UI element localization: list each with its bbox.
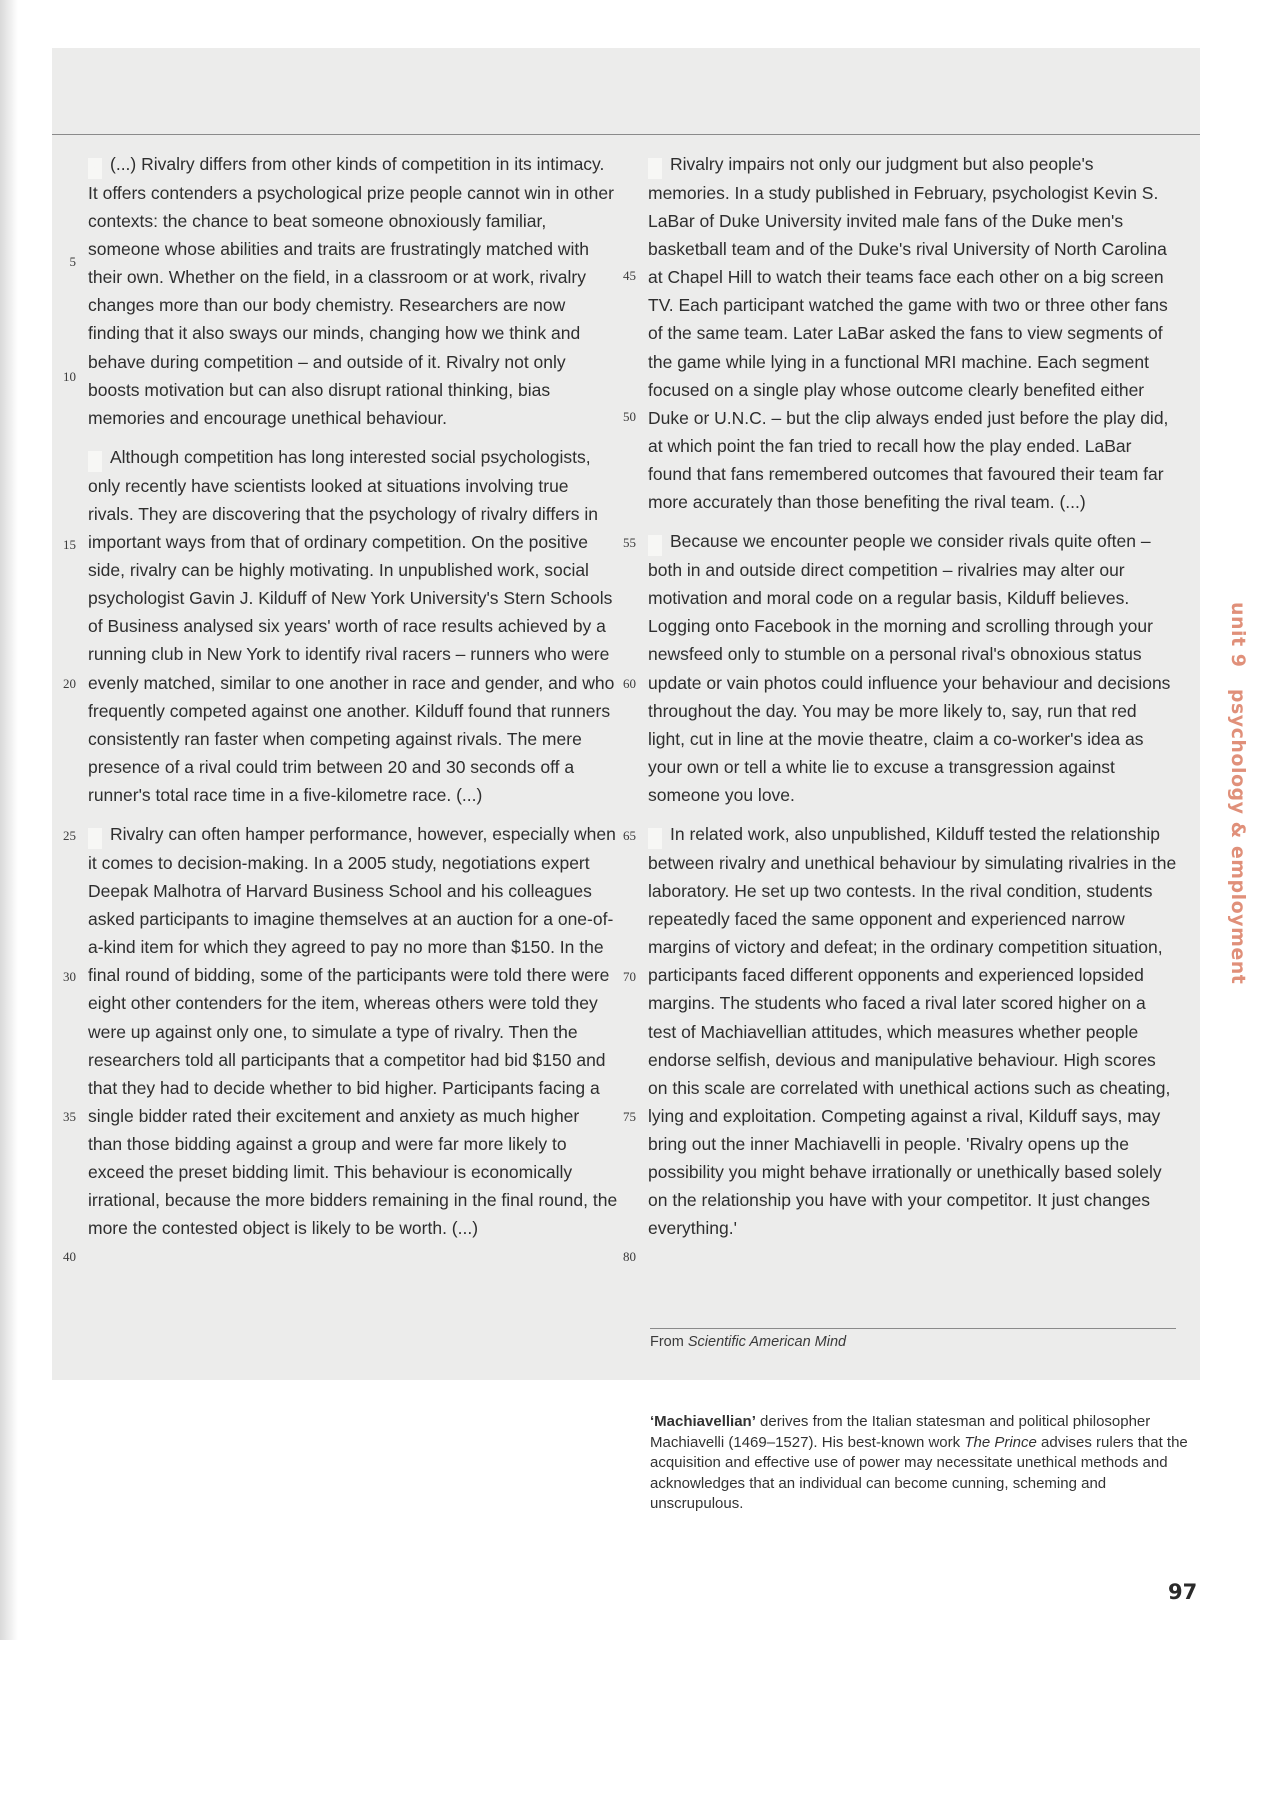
paragraph-letter-f: F (648, 828, 662, 849)
right-column (623, 150, 1178, 1264)
paragraph-d (623, 150, 1178, 516)
page-number: 97 (1168, 1580, 1198, 1604)
top-rule (52, 134, 1200, 135)
line-number: 65 (623, 827, 636, 843)
line-number: 45 (623, 268, 636, 283)
paragraph-letter-b: B (88, 451, 102, 472)
line-number: 75 (623, 1108, 636, 1124)
source-prefix: From (650, 1334, 684, 1350)
note-term: ‘Machiavellian’ (650, 1413, 756, 1430)
unit-topic: psychology & employment (1227, 688, 1249, 985)
paragraph-letter-c: C (88, 828, 102, 849)
line-number: 80 (623, 1248, 636, 1264)
note-text-1: derives from the Italian statesman and political philosopher Machiavelli (1469–1527). His best-known work (650, 1413, 1151, 1451)
line-number: 15 (63, 536, 76, 552)
machiavellian-note (650, 1412, 1190, 1515)
left-column (63, 150, 618, 1264)
paragraph-c (63, 820, 618, 1264)
line-number: 20 (63, 675, 76, 691)
paragraph-f-text: In related work, also unpublished, Kilduff tested the relationship between rivalry and unethical behaviour by simulating rivalries in the laboratory. He set up two contests. In the rival condition, students repeatedly faced the same opponent and experienced narrow margins of victory and defeat; in the ordinary competition situation, participants faced different opponents and experienced lopsided margins. The students who faced a rival later scored higher on a test of Machiavellian attitudes, which measures whether people endorse selfish, devious and manipulative behaviour. High scores on this scale are correlated with unethical actions such as cheating, lying and exploitation. Competing against a rival, Kilduff says, may bring out the inner Machiavelli in people. 'Rivalry opens up the possibility you might behave irrationally or unethically based solely on the relationship you have with your competitor. It just changes everything.' (648, 823, 1177, 1239)
paragraph-letter-d: D (648, 158, 662, 179)
source-title: Scientific American Mind (687, 1334, 847, 1350)
line-number: 30 (63, 968, 76, 984)
paragraph-e (623, 527, 1178, 809)
paragraph-a-text: (...) Rivalry differs from other kinds of competition in its intimacy. It offers contenders a psychological prize people cannot win in other contexts: the chance to beat someone obnoxiously familiar, someone whose abilities and traits are frustratingly matched with their own. Whether on the field, in a classroom or at work, rivalry changes more than our body chemistry. Researchers are now finding that it also sways our minds, changing how we think and behave during competition – and outside of it. Rivalry not only boosts motivation but can also disrupt rational thinking, bias memories and encourage unethical behaviour. (88, 154, 614, 428)
paragraph-e-text: Because we encounter people we consider rivals quite often – both in and outside direct competition – rivalries may alter our motivation and moral code on a regular basis, Kilduff believes. Logging onto Facebook in the morning and scrolling through your newsfeed only to stumble on a personal rival's obnoxious status update or vain photos could influence your behaviour and decisions throughout the day. You may be more likely to, say, run that red light, cut in line at the movie theatre, claim a co-worker's idea as your own or tell a white lie to excuse a transgression against someone you love. (648, 531, 1171, 805)
unit-side-label (1221, 602, 1249, 985)
paragraph-d-text: Rivalry impairs not only our judgment but also people's memories. In a study published in February, psychologist Kevin S. LaBar of Duke University invited male fans of the Duke men's basketball team and of the Duke's rival University of North Carolina at Chapel Hill to watch their teams face each other on a big screen TV. Each participant watched the game with two or three other fans of the same team. Later LaBar asked the fans to view segments of the game while lying in a functional MRI machine. Each segment focused on a single play whose outcome clearly benefited either Duke or U.N.C. – but the clip always ended just before the play did, at which point the fan tried to recall how the play ended. LaBar found that fans remembered outcomes that favoured their team far more accurately than those benefiting the rival team. (...) (648, 154, 1169, 513)
paragraph-b-text: Although competition has long interested social psychologists, only recently have scientists looked at situations involving true rivals. They are discovering that the psychology of rivalry differs in important ways from that of ordinary competition. On the positive side, rivalry can be highly motivating. In unpublished work, social psychologist Gavin J. Kilduff of New York University's Stern Schools of Business analysed six years' worth of race results achieved by a running club in New York to identify rival racers – runners who were evenly matched, similar to one another in race and gender, and who frequently competed against one another. Kilduff found that runners consistently ran faster when competing against rivals. The mere presence of a rival could trim between 20 and 30 seconds off a runner's total race time in a five-kilometre race. (...) (88, 446, 615, 805)
unit-number: unit 9 (1227, 602, 1249, 668)
note-text-2: advises rulers that the acquisition and effective use of power may necessitate unethical methods and acknowledges that an individual can become cunning, scheming and unscrupulous. (650, 1433, 1188, 1512)
source-credit (650, 1334, 846, 1350)
line-number: 55 (623, 535, 636, 551)
line-number: 5 (69, 254, 76, 269)
paragraph-letter-a: A (88, 158, 102, 179)
paragraph-letter-e: E (648, 535, 662, 556)
line-number: 60 (623, 676, 636, 692)
page-edge-shadow (0, 0, 18, 1640)
paragraph-a (63, 150, 618, 432)
paragraph-b (63, 443, 618, 809)
line-number: 50 (623, 409, 636, 424)
line-number: 40 (63, 1248, 76, 1264)
line-number: 10 (63, 369, 76, 384)
source-rule (650, 1328, 1176, 1329)
note-work-title: The Prince (964, 1433, 1037, 1451)
line-number: 35 (63, 1108, 76, 1124)
paragraph-c-text: Rivalry can often hamper performance, however, especially when it comes to decision-making. In a 2005 study, negotiations expert Deepak Malhotra of Harvard Business School and his colleagues asked participants to imagine themselves at an auction for a one-of-a-kind item for which they agreed to pay no more than $150. In the final round of bidding, some of the participants were told there were eight other contenders for the item, whereas others were told they were up against only one, to simulate a type of rivalry. Then the researchers told all participants that a competitor had bid $150 and that they had to decide whether to bid higher. Participants facing a single bidder rated their excitement and anxiety as much higher than those bidding against a group and were far more likely to exceed the preset bidding limit. This behaviour is economically irrational, because the more bidders remaining in the final round, the more the contested object is likely to be worth. (...) (88, 823, 618, 1239)
line-number: 25 (63, 827, 76, 843)
line-number: 70 (623, 968, 636, 984)
paragraph-f (623, 820, 1178, 1264)
